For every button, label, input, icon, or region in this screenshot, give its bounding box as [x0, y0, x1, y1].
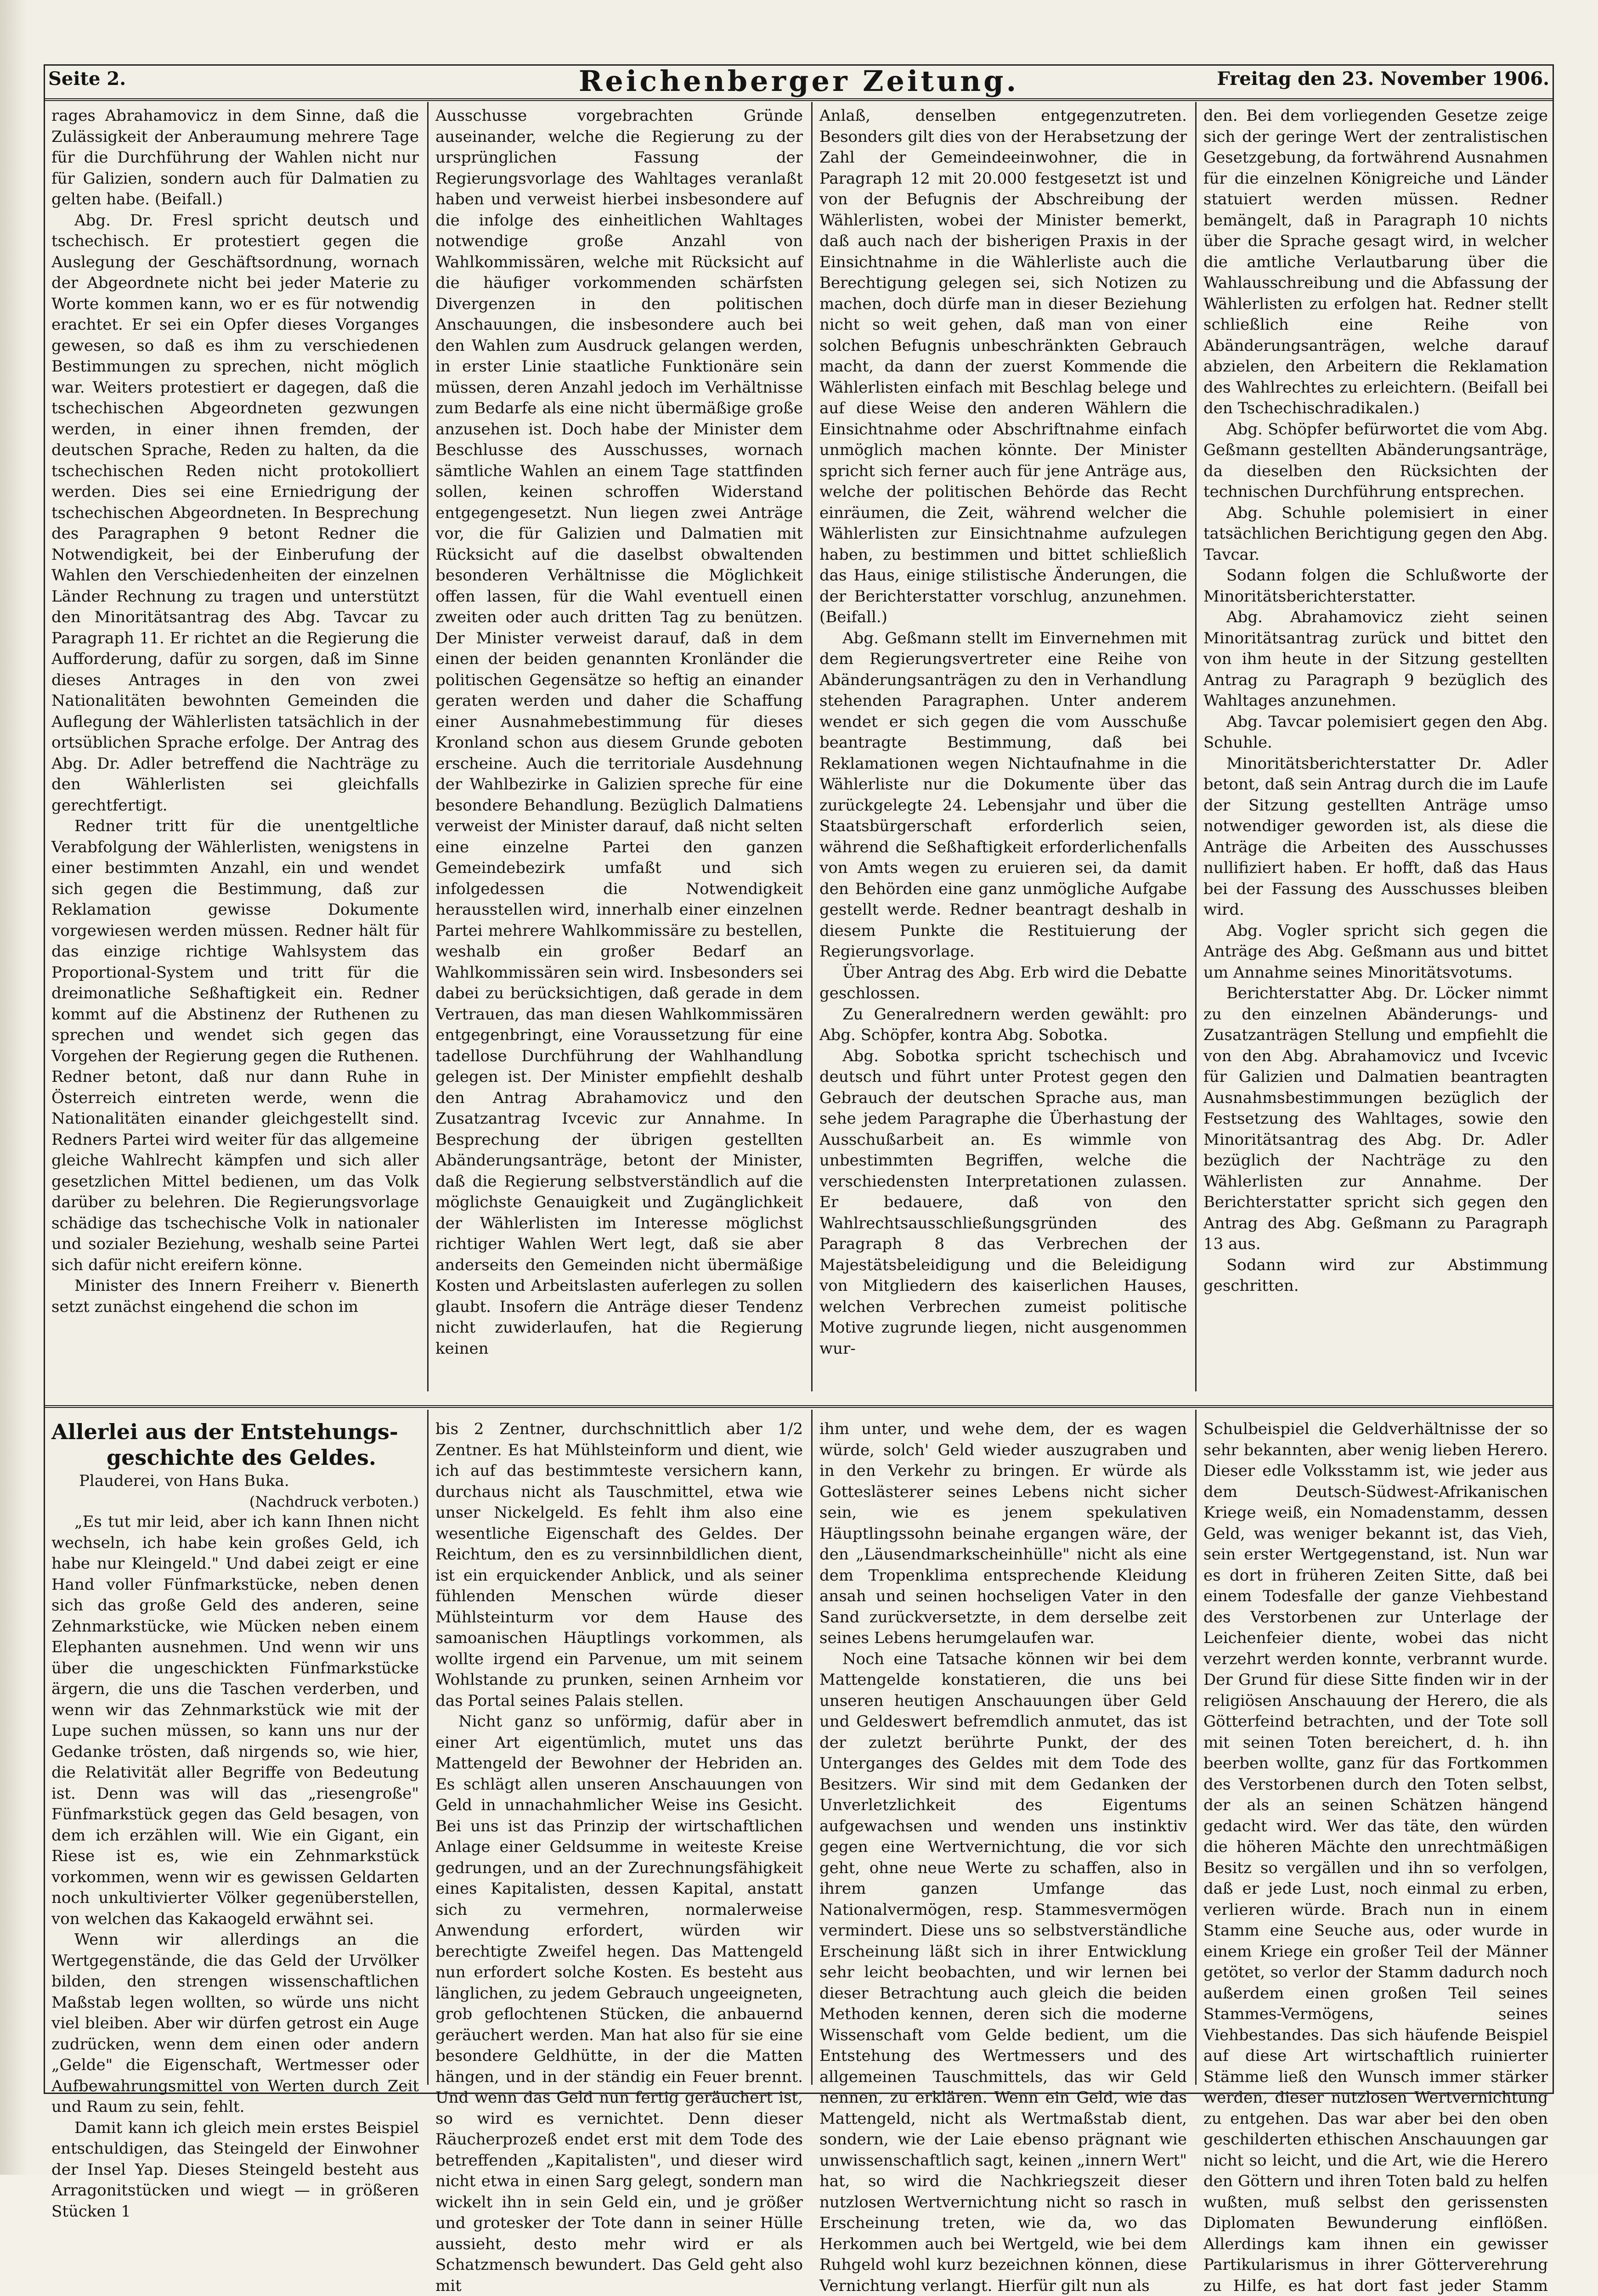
feuilleton-byline: Plauderei, von Hans Buka. [51, 1470, 419, 1491]
page-header [44, 68, 1554, 96]
paragraph: Wenn wir allerdings an die Wertgegenstände, die das Geld der Urvölker bilden, den strengen wissenschaftlichen Maßstab legen wollten, so würde uns nicht viel bleiben. Aber wir dürfen getrost ein Auge zudrücken, wenn dem einen oder andern „Gelde" die Eigenschaft, Wertmesser oder Aufbewahrungsmittel von Werten durch Zeit und Raum zu sein, fehlt. [51, 1930, 419, 2118]
paragraph: Abg. Dr. Fresl spricht deutsch und tschechisch. Er protestiert gegen die Auslegung der Geschäftsordnung, wornach der Abgeordnete nicht bei jeder Materie zu Worte kommen kann, wo er es für notwendig erachtet. Er sei ein Opfer dieses Vorganges gewesen, so daß es ihm zu verschiedenen Bestimmungen zu sprechen, nicht möglich war. Weiters protestiert er dagegen, daß die tschechischen Abgeordneten gezwungen werden, in einer ihnen fremden, der deutschen Sprache, Reden zu halten, da die tschechischen Reden nicht protokolliert werden. Dies sei eine Erniedrigung der tschechischen Abgeordneten. In Besprechung des Paragraphen 9 betont Redner die Notwendigkeit, bei der Einberufung der Wahlen den Verschiedenheiten der einzelnen Länder Rechnung zu tragen und unterstützt den Minoritätsantrag des Abg. Tavcar zu Paragraph 11. Er richtet an die Regierung die Aufforderung, dafür zu sorgen, daß im Sinne dieses Antrages in den von zwei Nationalitäten bewohnten Gemeinden die Auflegung der Wählerlisten tatsächlich in der ortsüblichen Sprache erfolge. Der Antrag des Abg. Dr. Adler betreffend die Nachträge zu den Wählerlisten sei gleichfalls gerechtfertigt. [51, 210, 419, 816]
paragraph: Zu Generalrednern werden gewählt: pro Abg. Schöpfer, kontra Abg. Sobotka. [819, 1004, 1187, 1046]
paragraph: Anlaß, denselben entgegenzutreten. Besonders gilt dies von der Herabsetzung der Zahl der Gemeindeeinwohner, die in Paragraph 12 mit 20.000 festgesetzt ist und von der Befugnis der Abschreibung der Wählerlisten, wobei der Minister bemerkt, daß auch nach der bisherigen Praxis in der Einsichtnahme in die Wählerliste auch die Berechtigung gelegen sei, sich Notizen zu machen, doch dürfe man in dieser Beziehung nicht so weit gehen, daß man von einer solchen Befugnis unbeschränkten Gebrauch macht, da dann der zuerst Kommende die Wählerlisten einfach mit Beschlag belege und auf diese Weise den anderen Wählern die Einsichtnahme oder Abschriftnahme einfach unmöglich machen könnte. Der Minister spricht sich ferner auch für jene Anträge aus, welche der politischen Behörde das Recht einräumen, die Zeit, während welcher die Wählerlisten zur Einsichtnahme aufzulegen haben, zu bestimmen und bittet schließlich das Haus, einige stilistische Änderungen, die der Berichterstatter vorschlug, anzunehmen. (Beifall.) [819, 106, 1187, 628]
paragraph: Damit kann ich gleich mein erstes Beispiel entschuldigen, das Steingeld der Einwohner der Insel Yap. Dieses Steingeld besteht aus Arragonitstücken und wiegt — in größeren Stücken 1 [51, 2118, 419, 2223]
feuilleton-title-line-1: Allerlei aus der Entstehungs- [51, 1419, 398, 1444]
header-rule [44, 98, 1554, 101]
page-number: Seite 2. [48, 68, 126, 90]
paragraph: Minoritätsberichterstatter Dr. Adler betont, daß sein Antrag durch die im Laufe der Sitzung gestellten Anträge umso notwendiger geworden ist, als diese die Anträge die Arbeiten des Ausschusses nullifiziert haben. Er hofft, daß das Haus bei der Fassung des Ausschusses bleiben wird. [1203, 754, 1548, 921]
paragraph: bis 2 Zentner, durchschnittlich aber 1/2 Zentner. Es hat Mühlsteinform und dient, wie ich auf das bestimmteste versichern kann, durchaus nicht als Tauschmittel, etwa wie unser Nickelgeld. Es fehlt ihm also eine wesentliche Eigenschaft des Geldes. Der Reichtum, den es zu versinnbildlichen dient, ist ein erquickender Anblick, und als seiner fühlenden Menschen würde dieser Mühlsteinturm vor dem Hause des samoanischen Häuptlings vorkommen, als wollte irgend ein Parvenue, um mit seinem Wohlstande zu prunken, seinen Arnheim vor das Portal seines Palais stellen. [435, 1419, 803, 1711]
paragraph: Abg. Schuhle polemisiert in einer tatsächlichen Berichtigung gegen den Abg. Tavcar. [1203, 503, 1548, 566]
feuilleton-column-1 [51, 1419, 419, 2080]
paragraph: den. Bei dem vorliegenden Gesetze zeige sich der geringe Wert der zentralistischen Gesetzgebung, da fortwährend Ausnahmen für die einzelnen Königreiche und Länder statuiert werden müssen. Redner bemängelt, daß in Paragraph 10 nichts über die Sprache gesagt wird, in welcher die amtliche Verlautbarung über die Wahlausschreibung und die Abfassung der Wählerlisten zu erfolgen hat. Redner stellt schließlich eine Reihe von Abänderungsanträgen, welche darauf abzielen, den Arbeitern die Reklamation des Wahlrechtes zu erleichtern. (Beifall bei den Tschechischradikalen.) [1203, 106, 1548, 419]
page-gutter [0, 0, 28, 2175]
paragraph: „Es tut mir leid, aber ich kann Ihnen nicht wechseln, ich habe kein großes Geld, ich habe nur Kleingeld." Und dabei zeigt er eine Hand voller Fünfmarkstücke, neben denen sich das große Geld des anderen, seine Zehnmarkstücke, wie Mücken neben einem Elephanten ausnehmen. Und wenn wir uns über die ungeschickten Fünfmarkstücke ärgern, die uns die Taschen verderben, und wenn wir das Zehnmarkstück wie mit der Lupe suchen müssen, so kann uns nur der Gedanke trösten, daß nirgends so, wie hier, die Relativität aller Begriffe von Bedeutung ist. Denn was will das „riesengroße" Fünfmarkstück gegen das Geld besagen, von dem ich erzählen will. Wie ein Gigant, ein Riese ist es, wie ein Zehnmarkstück vorkommen, wenn wir es gewissen Geldarten noch unkultivierter Völker gegenüberstellen, von welchen das Kakaogeld erwähnt sei. [51, 1512, 419, 1930]
paragraph: Abg. Vogler spricht sich gegen die Anträge des Abg. Geßmann aus und bittet um Annahme seines Minoritätsvotums. [1203, 921, 1548, 984]
feuilleton-column-2 [435, 1419, 803, 2080]
feuilleton-title [51, 1419, 419, 1470]
paragraph: rages Abrahamovicz in dem Sinne, daß die Zulässigkeit der Anberaumung mehrere Tage für die Durchführung der Wahlen nicht nur für Galizien, sondern auch für Dalmatien zu gelten habe. (Beifall.) [51, 106, 419, 210]
paragraph: Abg. Schöpfer befürwortet die vom Abg. Geßmann gestellten Abänderungsanträge, da dieselben den Rücksichten der technischen Durchführung entsprechen. [1203, 419, 1548, 503]
paragraph: Minister des Innern Freiherr v. Bienerth setzt zunächst eingehend die schon im [51, 1276, 419, 1317]
paragraph: ihm unter, und wehe dem, der es wagen würde, solch' Geld wieder auszugraben und in den Verkehr zu bringen. Er würde als Gotteslästerer seines Lebens nicht sicher sein, wie es jenem spekulativen Häuptlingssohn beinahe ergangen wäre, der den „Läusendmarkscheinhülle" nicht als eine dem Tropenklima entsprechende Kleidung ansah und seinen hochseligen Vater in den Sand zurückversetzte, in dem derselbe zeit seines Lebens herumgelaufen war. [819, 1419, 1187, 1649]
column-rule [427, 102, 429, 1391]
paragraph: Ausschusse vorgebrachten Gründe auseinander, welche die Regierung zu der ursprünglichen Fassung der Regierungsvorlage des Wahltages veranlaßt haben und verweist hierbei insbesondere auf die infolge des einheitlichen Wahltages notwendige große Anzahl von Wahlkommissären, welche mit Rücksicht auf die häufiger vorkommenden schärfsten Divergenzen in den politischen Anschauungen, die insbesondere auch bei den Wahlen zum Ausdruck gelangen werden, in erster Linie staatliche Funktionäre sein müssen, deren Anzahl jedoch im Verhältnisse zum Bedarfe als eine nicht übermäßige große anzusehen ist. Doch habe der Minister dem Beschlusse des Ausschusses, wornach sämtliche Wahlen an einem Tage stattfinden sollen, keinen schroffen Widerstand entgegengesetzt. Nun liegen zwei Anträge vor, die für Galizien und Dalmatien mit Rücksicht auf die daselbst obwaltenden besonderen Verhältnisse die Möglichkeit offen lassen, für die Wahl eventuell einen zweiten oder auch dritten Tag zu benützen. Der Minister verweist darauf, daß in dem einen der beiden genannten Kronländer die politischen Gegensätze so heftig an einander geraten werden und daher die Schaffung einer Ausnahmebestimmung für dieses Kronland schon aus diesem Grunde geboten erscheine. Auch die territoriale Ausdehnung der Wahlbezirke in Galizien spreche für eine besondere Behandlung. Bezüglich Dalmatiens verweist der Minister darauf, daß nicht selten eine einzelne Partei den ganzen Gemeindebezirk umfaßt und sich infolgedessen die Notwendigkeit herausstellen wird, innerhalb einer einzelnen Partei mehrere Wahlkommissäre zu bestellen, weshalb ein großer Bedarf an Wahlkommissären sein wird. Insbesonders sei dabei zu berücksichtigen, daß gerade in dem Vertrauen, das man diesen Wahlkommissären entgegenbringt, eine Voraussetzung für eine tadellose Durchführung der Wahlhandlung gelegen ist. Der Minister empfiehlt deshalb den Antrag Abrahamovicz und den Zusatzantrag Ivcevic zur Annahme. In Besprechung der übrigen gestellten Abänderungsanträge, betont der Minister, daß die Regierung selbstverständlich auf die möglichste Genauigkeit und Zugänglichkeit der Wählerlisten im Interesse möglichst richtiger Wahlen Wert legt, daß sie aber anderseits den Gemeinden nicht übermäßige Kosten und Arbeitslasten auferlegen zu sollen glaubt. Insofern die Anträge dieser Tendenz nicht zuwiderlaufen, hat die Regierung keinen [435, 106, 803, 1359]
paragraph: Abg. Geßmann stellt im Einvernehmen mit dem Regierungsvertreter eine Reihe von Abänderungsanträgen zu den in Verhandlung stehenden Paragraphen. Unter anderem wendet er sich gegen die vom Ausschuße beantragte Bestimmung, daß bei Reklamationen wegen Nichtaufnahme in die Wählerliste nur die Dokumente über das zurückgelegte 24. Lebensjahr und über die Staatsbürgerschaft erforderlich seien, während die Seßhaftigkeit erforderlichenfalls von Amts wegen zu eruieren sei, da damit den Behörden eine ganz unmögliche Aufgabe gestellt werde. Redner beantragt deshalb in diesem Punkte die Restituierung der Regierungsvorlage. [819, 628, 1187, 962]
feuilleton-column-4 [1203, 1419, 1548, 2080]
paragraph: Abg. Sobotka spricht tschechisch und deutsch und führt unter Protest gegen den Gebrauch der deutschen Sprache aus, man sehe jedem Paragraphe die Überhastung der Ausschußarbeit an. Es wimmle von unbestimmten Begriffen, welche die verschiedensten Interpretationen zulassen. Er bedauere, daß von den Wahlrechtsausschließungsgründen des Paragraph 8 das Verbrechen der Majestätsbeleidigung und die Beleidigung von Mitgliedern des kaiserlichen Hauses, welchen Verbrechen zumeist politische Motive zugrunde liegen, nicht ausgenommen wur- [819, 1046, 1187, 1360]
report-column-3 [819, 106, 1187, 1391]
column-rule [811, 1410, 813, 2085]
paragraph: Noch eine Tatsache können wir bei dem Mattengelde konstatieren, die uns bei unseren heutigen Anschauungen über Geld und Geldeswert befremdlich anmutet, das ist der zuletzt berührte Punkt, der des Unterganges des Geldes mit dem Tode des Besitzers. Wir sind mit dem Gedanken der Unverletzlichkeit des Eigentums aufgewachsen und wenden uns instinktiv gegen eine Wertvernichtung, die vor sich geht, ohne neue Werte zu schaffen, also in ihrem ganzen Umfange das Nationalvermögen, resp. Stammesvermögen vermindert. Diese uns so selbstverständliche Erscheinung läßt sich in ihrer Entwicklung sehr leicht beobachten, und wir lernen bei dieser Betrachtung auch gleich die beiden Methoden kennen, deren sich die moderne Wissenschaft vom Gelde bedient, um die Entstehung des Wertmessers und des allgemeinen Tauschmittels, das wir Geld nennen, zu erklären. Wenn ein Geld, wie das Mattengeld, nicht als Wertmaßstab dient, sondern, wie der Laie ebenso prägnant wie unwissenschaftlich sagt, keinen „innern Wert" hat, so wird die Nachkriegszeit dieser nutzlosen Wertvernichtung nicht so rasch in Erscheinung treten, wie da, wo das Herkommen auch bei Wertgeld, wie bei dem Ruhgeld wohl kurz bezeichnen können, diese Vernichtung verlangt. Hierfür gilt nun als [819, 1649, 1187, 2296]
report-column-1 [51, 106, 419, 1391]
reprint-notice: (Nachdruck verboten.) [51, 1491, 419, 1512]
paragraph: Schulbeispiel die Geldverhältnisse der so sehr bekannten, aber wenig lieben Herero. Dieser edle Volksstamm ist, wie jeder aus dem Deutsch-Südwest-Afrikanischen Kriege weiß, ein Nomadenstamm, dessen Geld, was weniger bekannt ist, das Vieh, sein erster Wertgegenstand, ist. Nun war es dort in früheren Zeiten Sitte, daß bei einem Todesfalle der ganze Viehbestand des Verstorbenen zur Unterlage der Leichenfeier diente, wobei das nicht verzehrt werden konnte, verbrannt wurde. Der Grund für diese Sitte finden wir in der religiösen Anschauung der Herero, die als Götterfeind betrachten, und der Tote soll mit seinen Toten bereichert, d. h. ihn beerben wollte, ganz für das Fortkommen des Verstorbenen durch den Toten selbst, der als an seinen Schätzen hängend gedacht wird. Wer das täte, den würden die höheren Mächte den unrechtmäßigen Besitz so vergällen und ihn so verfolgen, daß er jede Lust, noch einmal zu erben, verlieren würde. Brach nun in einem Stamm eine Seuche aus, oder wurde in einem Kriege ein großer Teil der Männer getötet, so verlor der Stamm dadurch noch außerdem einen großen Teil seines Stammes-Vermögens, seines Viehbestandes. Das sich häufende Beispiel auf diese Art wirtschaftlich ruinierter Stämme ließ den Wunsch immer stärker werden, dieser nutzlosen Wertvernichtung zu entgehen. Das war aber bei den oben geschilderten ethischen Anschauungen gar nicht so leicht, und die Art, wie die Herero den Göttern und ihren Toten bald zu helfen wußten, muß selbst den gerissensten Diplomaten Bewunderung einflößen. Allerdings kam ihnen ein gewisser Partikularismus in ihrer Götterverehrung zu Hilfe, es hat dort fast jeder Stamm [1203, 1419, 1548, 2296]
paragraph: Nicht ganz so unförmig, dafür aber in einer Art eigentümlich, mutet uns das Mattengeld der Bewohner der Hebriden an. Es schlägt allen unseren Anschauungen von Geld in unnachahmlicher Weise ins Gesicht. Bei uns ist das Prinzip der wirtschaftlichen Anlage einer Geldsumme in weiteste Kreise gedrungen, und an der Zurechnungsfähigkeit eines Kapitalisten, dessen Kapital, anstatt sich zu vermehren, normalerweise Anwendung erfordert, würden wir berechtigte Zweifel hegen. Das Mattengeld nun erfordert solche Kosten. Es besteht aus länglichen, zu jedem Gebrauch ungeeigneten, grob geflochtenen Stücken, die anbauernd geräuchert werden. Man hat also für sie eine besondere Geldhütte, in der die Matten hängen, und in der ständig ein Feuer brennt. Und wenn das Geld nun fertig geräuchert ist, so wird es vernichtet. Denn dieser Räucherprozeß endet erst mit dem Tode des betreffenden „Kapitalisten", und dieser wird nicht etwa in einen Sarg gelegt, sondern man wickelt ihn in sein Geld ein, und je größer und grotesker der Tote dann in seiner Hülle aussieht, desto mehr wird er als Schatzmensch bewundert. Das Geld geht also mit [435, 1711, 803, 2296]
report-column-2 [435, 106, 803, 1391]
column-rule [1195, 102, 1197, 1391]
column-rule [427, 1410, 429, 2085]
paragraph: Über Antrag des Abg. Erb wird die Debatte geschlossen. [819, 962, 1187, 1004]
feuilleton-column-3 [819, 1419, 1187, 2080]
paragraph: Abg. Abrahamovicz zieht seinen Minoritätsantrag zurück und bittet den von ihm heute in der Sitzung gestellten Antrag zu Paragraph 9 bezüglich des Wahltages anzunehmen. [1203, 607, 1548, 712]
column-rule [1195, 1410, 1197, 2085]
paragraph: Abg. Tavcar polemisiert gegen den Abg. Schuhle. [1203, 712, 1548, 754]
issue-date: Freitag den 23. November 1906. [1217, 68, 1549, 90]
masthead: Reichenberger Zeitung. [44, 64, 1554, 98]
column-rule [811, 102, 813, 1391]
feuilleton-title-line-2: geschichte des Geldes. [51, 1445, 419, 1470]
feuilleton-rule [44, 1405, 1554, 1408]
paragraph: Berichterstatter Abg. Dr. Löcker nimmt zu den einzelnen Abänderungs- und Zusatzanträgen Stellung und empfiehlt die von den Abg. Abrahamovicz und Ivcevic für Galizien und Dalmatien beantragten Ausnahmsbestimmungen bezüglich der Festsetzung des Wahltages, sowie den Minoritätsantrag des Abg. Dr. Adler bezüglich der Nachträge zu den Wählerlisten zur Annahme. Der Berichterstatter spricht sich gegen den Antrag des Abg. Geßmann zu Paragraph 13 aus. [1203, 983, 1548, 1255]
paragraph: Sodann folgen die Schlußworte der Minoritätsberichterstatter. [1203, 565, 1548, 607]
paragraph: Redner tritt für die unentgeltliche Verabfolgung der Wählerlisten, wenigstens in einer bestimmten Anzahl, ein und wendet sich gegen die Bestimmung, daß zur Reklamation gewisse Dokumente vorgewiesen werden müssen. Redner hält für das einzige richtige Wahlsystem das Proportional-System und tritt für die dreimonatliche Seßhaftigkeit ein. Redner kommt auf die Abstinenz der Ruthenen zu sprechen und wendet sich gegen das Vorgehen der Regierung gegen die Ruthenen. Redner betont, daß nur dann Ruhe in Österreich eintreten werde, wenn die Nationalitäten einander gleichgestellt sind. Redners Partei wird weiter für das allgemeine gleiche Wahlrecht kämpfen und sich aller gesetzlichen Mittel bedienen, um das Volk darüber zu belehren. Die Regierungsvorlage schädige das tschechische Volk in nationaler und sozialer Beziehung, weshalb seine Partei sich dafür nicht ereifern könne. [51, 816, 419, 1276]
report-column-4 [1203, 106, 1548, 1391]
paragraph: Sodann wird zur Abstimmung geschritten. [1203, 1255, 1548, 1297]
